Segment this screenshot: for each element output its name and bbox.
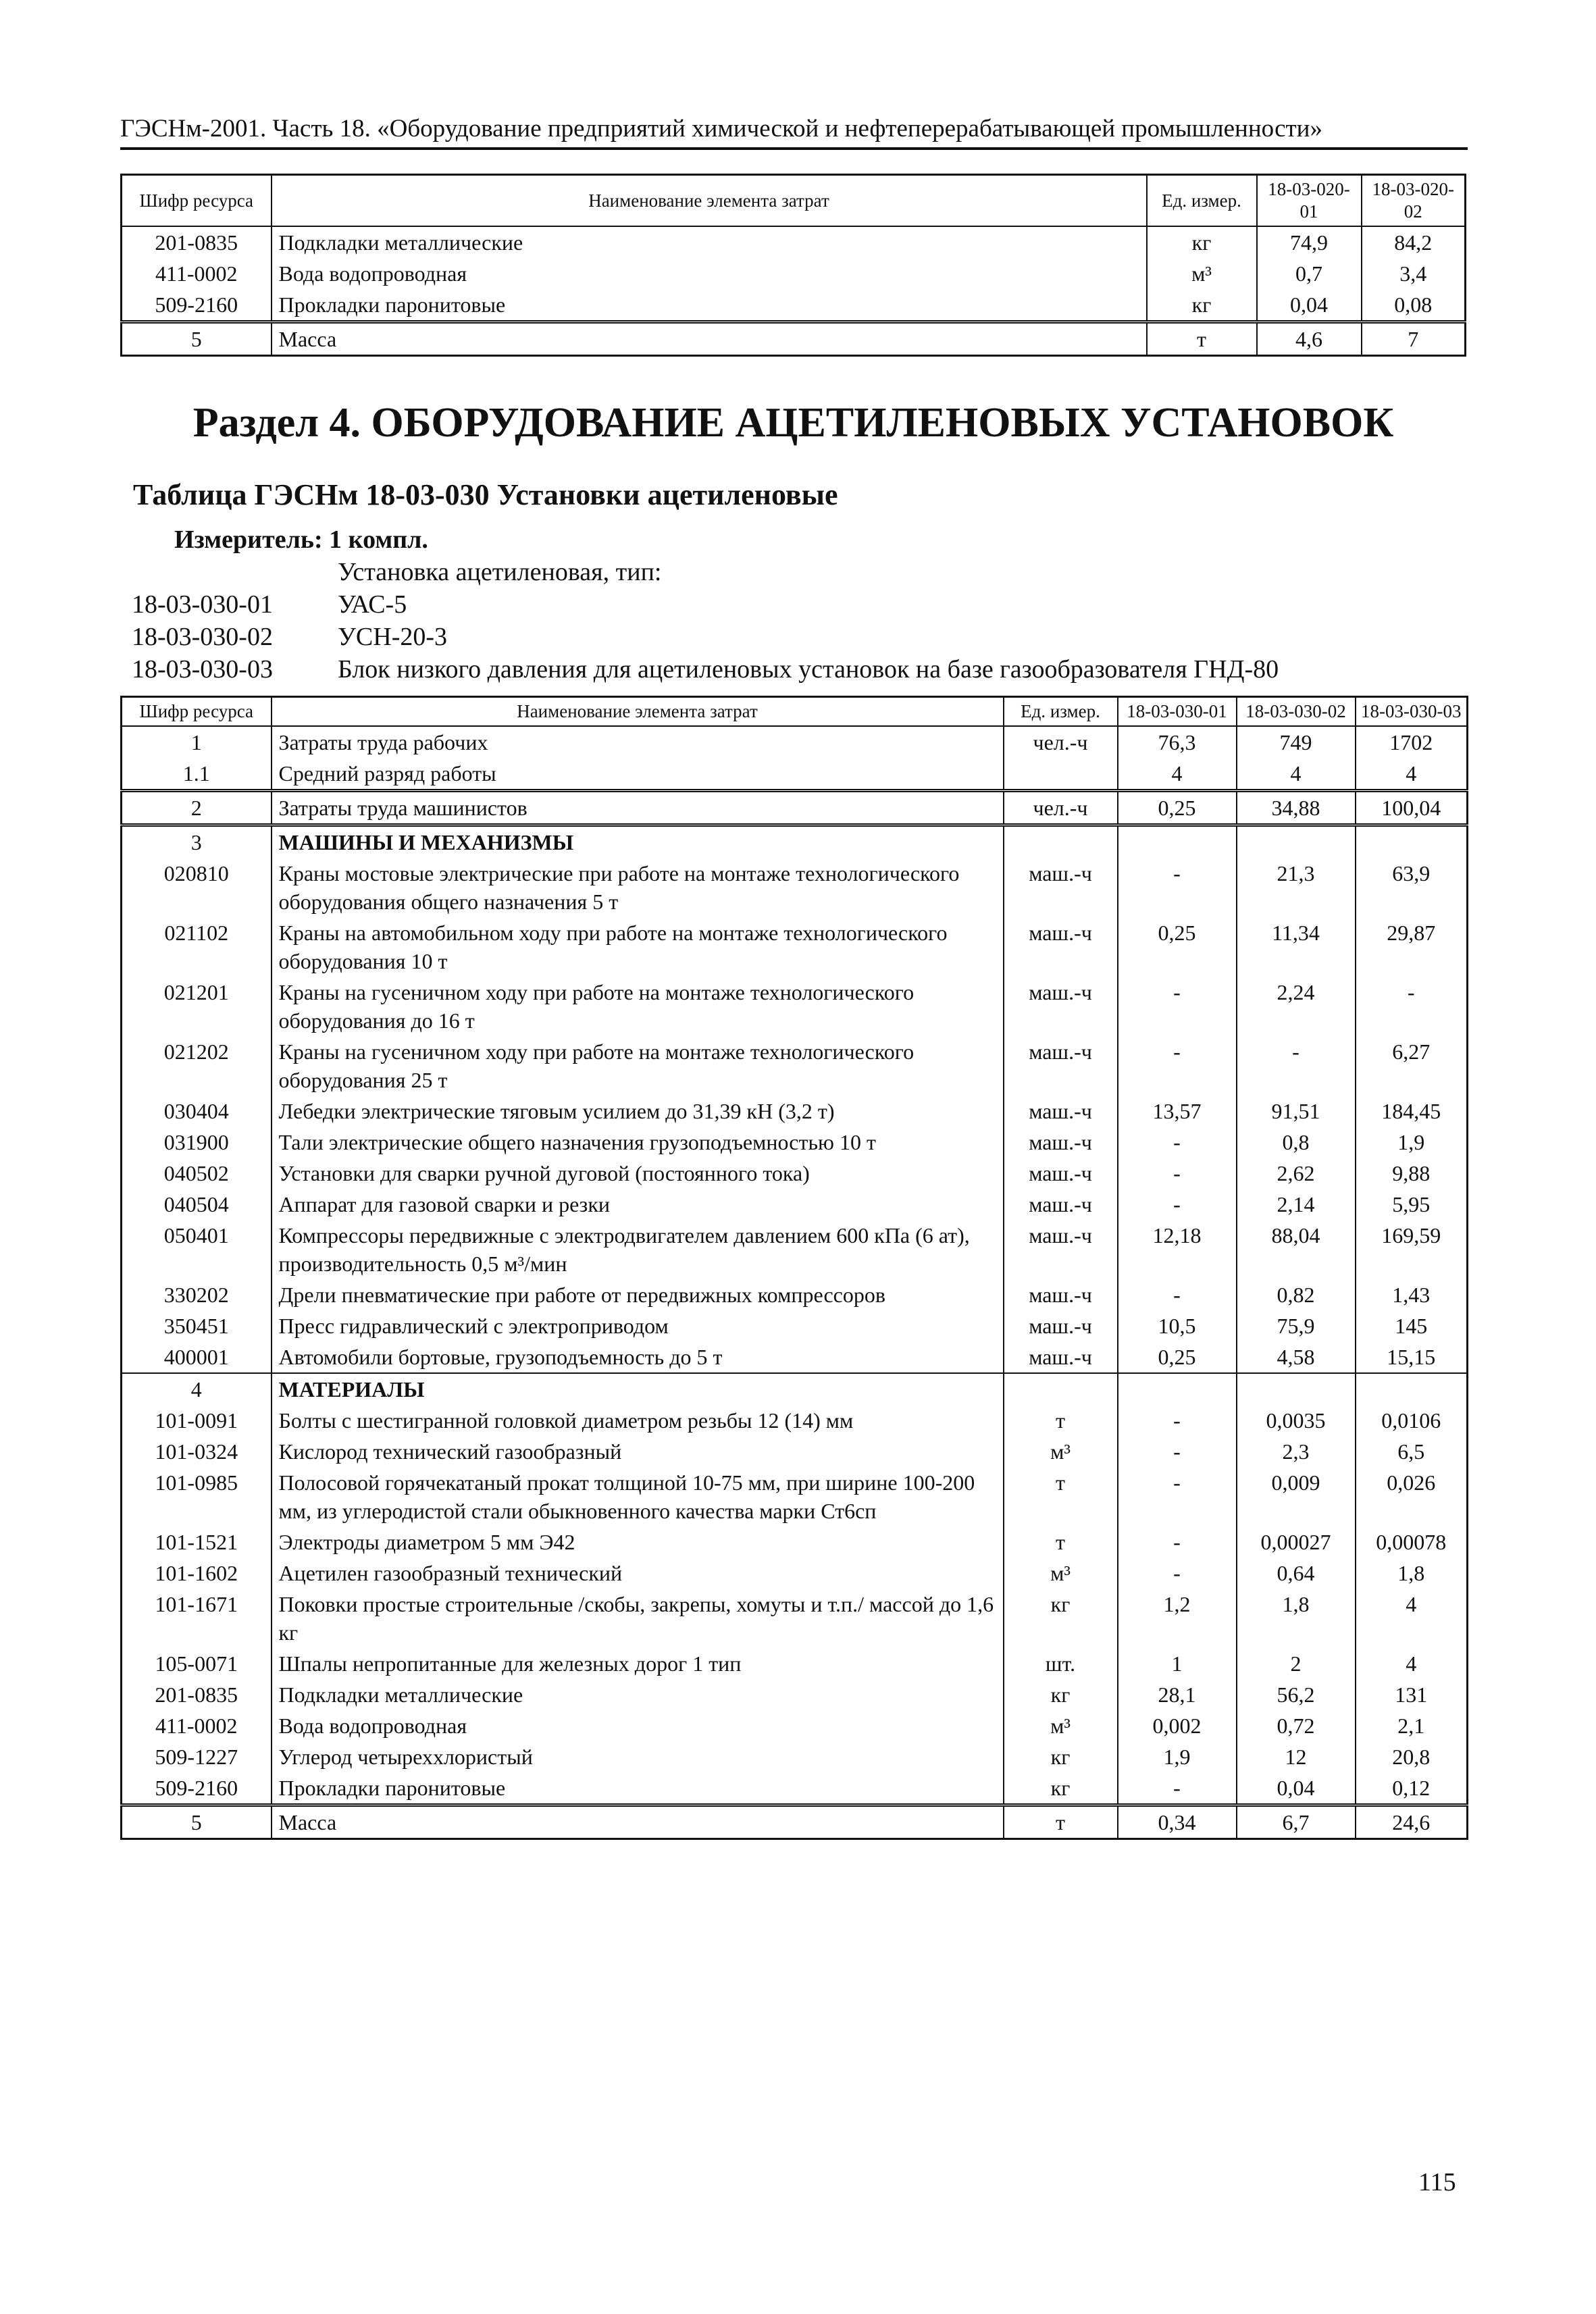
resource-code: 101-0324 bbox=[122, 1436, 272, 1467]
table-row bbox=[122, 1158, 1468, 1189]
value-2: 0,82 bbox=[1237, 1279, 1356, 1310]
resource-code: 2 bbox=[122, 791, 272, 825]
value-1: - bbox=[1118, 1279, 1237, 1310]
continued-resource-table bbox=[120, 174, 1466, 357]
table-row bbox=[122, 977, 1468, 1036]
resource-code: 330202 bbox=[122, 1279, 272, 1310]
table-row bbox=[122, 1526, 1468, 1558]
value-2: 0,00027 bbox=[1237, 1526, 1356, 1558]
value-3: 0,12 bbox=[1356, 1772, 1468, 1805]
table-row bbox=[122, 1036, 1468, 1096]
table-row bbox=[122, 1220, 1468, 1279]
value-3: 1,9 bbox=[1356, 1127, 1468, 1158]
value-2: 91,51 bbox=[1237, 1096, 1356, 1127]
unit: маш.-ч bbox=[1004, 858, 1118, 917]
table-row bbox=[122, 1189, 1468, 1220]
section-title: Раздел 4. ОБОРУДОВАНИЕ АЦЕТИЛЕНОВЫХ УСТАНОВОК bbox=[192, 400, 1394, 446]
value-1: 1 bbox=[1118, 1648, 1237, 1679]
resource-code: 031900 bbox=[122, 1127, 272, 1158]
resource-code: 021201 bbox=[122, 977, 272, 1036]
value-1: 10,5 bbox=[1118, 1310, 1237, 1341]
unit: кг bbox=[1004, 1589, 1118, 1648]
value-3: 20,8 bbox=[1356, 1741, 1468, 1772]
resource-name: Прокладки паронитовые bbox=[272, 289, 1147, 322]
resource-name: Ацетилен газообразный технический bbox=[272, 1558, 1004, 1589]
resource-code: 350451 bbox=[122, 1310, 272, 1341]
mass-row bbox=[122, 322, 1466, 356]
resource-name: Пресс гидравлический с электроприводом bbox=[272, 1310, 1004, 1341]
unit: м³ bbox=[1004, 1710, 1118, 1741]
unit: маш.-ч bbox=[1004, 1310, 1118, 1341]
resource-name: Дрели пневматические при работе от передвижных компрессоров bbox=[272, 1279, 1004, 1310]
table-row bbox=[122, 289, 1466, 322]
header-col2: 18-03-030-02 bbox=[1237, 697, 1356, 727]
resource-code: 509-2160 bbox=[122, 289, 272, 322]
variant-code: 18-03-030-01 bbox=[132, 590, 273, 619]
variant-intro: Установка ацетиленовая, тип: bbox=[338, 558, 662, 586]
value-1: - bbox=[1118, 1189, 1237, 1220]
header-col2: 18-03-020-02 bbox=[1362, 175, 1466, 227]
value-2: 2 bbox=[1237, 1648, 1356, 1679]
table-row bbox=[122, 1310, 1468, 1341]
resource-name: Масса bbox=[272, 322, 1147, 356]
value-3: 184,45 bbox=[1356, 1096, 1468, 1127]
unit: м³ bbox=[1004, 1436, 1118, 1467]
value-1: 0,25 bbox=[1118, 1341, 1237, 1373]
table-title: Таблица ГЭСНм 18-03-030 Установки ацетиленовые bbox=[133, 478, 838, 511]
resource-name: Поковки простые строительные /скобы, закрепы, хомуты и т.п./ массой до 1,6 кг bbox=[272, 1589, 1004, 1648]
resource-code: 411-0002 bbox=[122, 258, 272, 289]
unit: маш.-ч bbox=[1004, 1158, 1118, 1189]
unit: т bbox=[1004, 1805, 1118, 1839]
unit: маш.-ч bbox=[1004, 917, 1118, 977]
resource-code: 509-1227 bbox=[122, 1741, 272, 1772]
resource-code: 5 bbox=[122, 1805, 272, 1839]
resource-code: 021202 bbox=[122, 1036, 272, 1096]
resource-name: Краны на гусеничном ходу при работе на монтаже технологического оборудования 25 т bbox=[272, 1036, 1004, 1096]
table-row bbox=[122, 1648, 1468, 1679]
table-row bbox=[122, 1096, 1468, 1127]
unit: маш.-ч bbox=[1004, 1279, 1118, 1310]
page-header: ГЭСНм-2001. Часть 18. «Оборудование предприятий химической и нефтеперерабатывающей промышленности» bbox=[120, 113, 1468, 150]
unit bbox=[1004, 825, 1118, 858]
resource-code: 105-0071 bbox=[122, 1648, 272, 1679]
unit: маш.-ч bbox=[1004, 1036, 1118, 1096]
unit: кг bbox=[1147, 289, 1257, 322]
value-1: 0,25 bbox=[1118, 917, 1237, 977]
value-1: 28,1 bbox=[1118, 1679, 1237, 1710]
value-3: 0,0106 bbox=[1356, 1405, 1468, 1436]
variant-text: УАС-5 bbox=[338, 590, 407, 619]
table-row bbox=[122, 1279, 1468, 1310]
value-1: - bbox=[1118, 1405, 1237, 1436]
resource-name: Полосовой горячекатаный прокат толщиной 10-75 мм, при ширине 100-200 мм, из углеродистой стали обыкновенного качества марки Ст6сп bbox=[272, 1467, 1004, 1526]
value-3: 0,00078 bbox=[1356, 1526, 1468, 1558]
variant-code: 18-03-030-02 bbox=[132, 623, 273, 651]
resource-code: 1.1 bbox=[122, 758, 272, 791]
value-1: - bbox=[1118, 977, 1237, 1036]
value-2: 84,2 bbox=[1362, 226, 1466, 258]
resource-code: 040504 bbox=[122, 1189, 272, 1220]
value-2: 4,58 bbox=[1237, 1341, 1356, 1373]
value-2: 0,72 bbox=[1237, 1710, 1356, 1741]
unit: т bbox=[1147, 322, 1257, 356]
unit: маш.-ч bbox=[1004, 1341, 1118, 1373]
value-2: 0,08 bbox=[1362, 289, 1466, 322]
value-2: 0,009 bbox=[1237, 1467, 1356, 1526]
resource-name: Затраты труда рабочих bbox=[272, 726, 1004, 758]
value-1: - bbox=[1118, 1558, 1237, 1589]
table-row bbox=[122, 1589, 1468, 1648]
resource-name: Болты с шестигранной головкой диаметром резьбы 12 (14) мм bbox=[272, 1405, 1004, 1436]
measure-unit: Измеритель: 1 компл. bbox=[174, 525, 428, 554]
resource-name: Масса bbox=[272, 1805, 1004, 1839]
table-row bbox=[122, 1405, 1468, 1436]
value-3: 4 bbox=[1356, 758, 1468, 791]
resource-name: Аппарат для газовой сварки и резки bbox=[272, 1189, 1004, 1220]
header-unit: Ед. измер. bbox=[1004, 697, 1118, 727]
value-2: 749 bbox=[1237, 726, 1356, 758]
value-1: 0,04 bbox=[1257, 289, 1362, 322]
resource-code: 030404 bbox=[122, 1096, 272, 1127]
table-row bbox=[122, 1558, 1468, 1589]
header-unit: Ед. измер. bbox=[1147, 175, 1257, 227]
resource-name: МАШИНЫ И МЕХАНИЗМЫ bbox=[272, 825, 1004, 858]
unit: шт. bbox=[1004, 1648, 1118, 1679]
unit: м³ bbox=[1147, 258, 1257, 289]
table-row bbox=[122, 1436, 1468, 1467]
value-2: - bbox=[1237, 1036, 1356, 1096]
value-1: - bbox=[1118, 1526, 1237, 1558]
unit: кг bbox=[1004, 1741, 1118, 1772]
value-3: 169,59 bbox=[1356, 1220, 1468, 1279]
unit: чел.-ч bbox=[1004, 791, 1118, 825]
resource-name: Вода водопроводная bbox=[272, 258, 1147, 289]
unit: т bbox=[1004, 1526, 1118, 1558]
header-col1: 18-03-020-01 bbox=[1257, 175, 1362, 227]
resource-name: Подкладки металлические bbox=[272, 226, 1147, 258]
unit: маш.-ч bbox=[1004, 977, 1118, 1036]
resource-name: Кислород технический газообразный bbox=[272, 1436, 1004, 1467]
value-3: 5,95 bbox=[1356, 1189, 1468, 1220]
value-2: 1,8 bbox=[1237, 1589, 1356, 1648]
resource-code: 411-0002 bbox=[122, 1710, 272, 1741]
resource-name: Лебедки электрические тяговым усилием до 31,39 кН (3,2 т) bbox=[272, 1096, 1004, 1127]
table-row bbox=[122, 226, 1466, 258]
value-3: 9,88 bbox=[1356, 1158, 1468, 1189]
resource-name: Краны на гусеничном ходу при работе на монтаже технологического оборудования до 16 т bbox=[272, 977, 1004, 1036]
unit: т bbox=[1004, 1405, 1118, 1436]
value-1: - bbox=[1118, 1436, 1237, 1467]
resource-code: 101-0091 bbox=[122, 1405, 272, 1436]
value-2: 56,2 bbox=[1237, 1679, 1356, 1710]
resource-code: 101-1521 bbox=[122, 1526, 272, 1558]
resource-code: 040502 bbox=[122, 1158, 272, 1189]
table-row bbox=[122, 1710, 1468, 1741]
value-2: 2,14 bbox=[1237, 1189, 1356, 1220]
value-1: 4 bbox=[1118, 758, 1237, 791]
table-row bbox=[122, 1741, 1468, 1772]
resource-table bbox=[120, 696, 1468, 1840]
value-2: 3,4 bbox=[1362, 258, 1466, 289]
unit: кг bbox=[1004, 1772, 1118, 1805]
header-name: Наименование элемента затрат bbox=[272, 175, 1147, 227]
variant-code: 18-03-030-03 bbox=[132, 655, 273, 684]
value-3: 2,1 bbox=[1356, 1710, 1468, 1741]
section-heading-row bbox=[122, 825, 1468, 858]
value-1 bbox=[1118, 825, 1237, 858]
value-3 bbox=[1356, 825, 1468, 858]
section-heading-row bbox=[122, 1373, 1468, 1405]
table-row bbox=[122, 1679, 1468, 1710]
value-1: - bbox=[1118, 1036, 1237, 1096]
resource-name: Прокладки паронитовые bbox=[272, 1772, 1004, 1805]
resource-name: Тали электрические общего назначения грузоподъемностью 10 т bbox=[272, 1127, 1004, 1158]
value-2: 2,24 bbox=[1237, 977, 1356, 1036]
unit: т bbox=[1004, 1467, 1118, 1526]
value-2: 11,34 bbox=[1237, 917, 1356, 977]
resource-code: 4 bbox=[122, 1373, 272, 1405]
value-2: 21,3 bbox=[1237, 858, 1356, 917]
mass-row bbox=[122, 1805, 1468, 1839]
variant-text: Блок низкого давления для ацетиленовых установок на базе газообразователя ГНД-80 bbox=[338, 655, 1279, 684]
resource-name: Подкладки металлические bbox=[272, 1679, 1004, 1710]
resource-name: Краны мостовые электрические при работе на монтаже технологического оборудования общего назначения 5 т bbox=[272, 858, 1004, 917]
value-2: 2,62 bbox=[1237, 1158, 1356, 1189]
header-col3: 18-03-030-03 bbox=[1356, 697, 1468, 727]
value-1: - bbox=[1118, 1467, 1237, 1526]
value-1: 0,002 bbox=[1118, 1710, 1237, 1741]
unit: м³ bbox=[1004, 1558, 1118, 1589]
value-2: 7 bbox=[1362, 322, 1466, 356]
table-row bbox=[122, 758, 1468, 791]
value-1: - bbox=[1118, 1158, 1237, 1189]
unit bbox=[1004, 758, 1118, 791]
value-1: - bbox=[1118, 858, 1237, 917]
unit bbox=[1004, 1373, 1118, 1405]
unit: чел.-ч bbox=[1004, 726, 1118, 758]
value-3: 131 bbox=[1356, 1679, 1468, 1710]
resource-code: 3 bbox=[122, 825, 272, 858]
table-row bbox=[122, 258, 1466, 289]
value-1: 12,18 bbox=[1118, 1220, 1237, 1279]
value-1: 4,6 bbox=[1257, 322, 1362, 356]
value-3: 63,9 bbox=[1356, 858, 1468, 917]
value-1: - bbox=[1118, 1127, 1237, 1158]
value-1: 13,57 bbox=[1118, 1096, 1237, 1127]
value-2: 6,7 bbox=[1237, 1805, 1356, 1839]
resource-code: 050401 bbox=[122, 1220, 272, 1279]
value-3: 24,6 bbox=[1356, 1805, 1468, 1839]
unit: кг bbox=[1147, 226, 1257, 258]
value-2: 75,9 bbox=[1237, 1310, 1356, 1341]
header-code: Шифр ресурса bbox=[122, 175, 272, 227]
value-1: 0,34 bbox=[1118, 1805, 1237, 1839]
value-1 bbox=[1118, 1373, 1237, 1405]
value-3: - bbox=[1356, 977, 1468, 1036]
value-2 bbox=[1237, 1373, 1356, 1405]
table-header-row bbox=[122, 697, 1468, 727]
resource-name: Средний разряд работы bbox=[272, 758, 1004, 791]
value-3: 4 bbox=[1356, 1648, 1468, 1679]
page-number: 115 bbox=[1418, 2168, 1456, 2196]
value-3: 1,8 bbox=[1356, 1558, 1468, 1589]
resource-code: 1 bbox=[122, 726, 272, 758]
resource-name: Установки для сварки ручной дуговой (постоянного тока) bbox=[272, 1158, 1004, 1189]
resource-name: МАТЕРИАЛЫ bbox=[272, 1373, 1004, 1405]
unit: маш.-ч bbox=[1004, 1127, 1118, 1158]
value-3: 100,04 bbox=[1356, 791, 1468, 825]
resource-name: Электроды диаметром 5 мм Э42 bbox=[272, 1526, 1004, 1558]
variant-text: УСН-20-3 bbox=[338, 623, 448, 651]
table-header-row bbox=[122, 175, 1466, 227]
resource-code: 400001 bbox=[122, 1341, 272, 1373]
resource-code: 021102 bbox=[122, 917, 272, 977]
header-name: Наименование элемента затрат bbox=[272, 697, 1004, 727]
value-1: 0,25 bbox=[1118, 791, 1237, 825]
value-3: 0,026 bbox=[1356, 1467, 1468, 1526]
unit: маш.-ч bbox=[1004, 1220, 1118, 1279]
resource-name: Вода водопроводная bbox=[272, 1710, 1004, 1741]
table-row bbox=[122, 1127, 1468, 1158]
header-code: Шифр ресурса bbox=[122, 697, 272, 727]
resource-name: Затраты труда машинистов bbox=[272, 791, 1004, 825]
value-2 bbox=[1237, 825, 1356, 858]
value-3: 6,5 bbox=[1356, 1436, 1468, 1467]
value-1: 74,9 bbox=[1257, 226, 1362, 258]
value-2: 0,04 bbox=[1237, 1772, 1356, 1805]
resource-name: Автомобили бортовые, грузоподъемность до 5 т bbox=[272, 1341, 1004, 1373]
resource-code: 5 bbox=[122, 322, 272, 356]
resource-code: 101-0985 bbox=[122, 1467, 272, 1526]
table-row bbox=[122, 1341, 1468, 1373]
unit: маш.-ч bbox=[1004, 1096, 1118, 1127]
table-row bbox=[122, 858, 1468, 917]
resource-code: 101-1602 bbox=[122, 1558, 272, 1589]
value-3: 4 bbox=[1356, 1589, 1468, 1648]
value-1: 1,9 bbox=[1118, 1741, 1237, 1772]
resource-code: 020810 bbox=[122, 858, 272, 917]
value-2: 2,3 bbox=[1237, 1436, 1356, 1467]
value-1: 0,7 bbox=[1257, 258, 1362, 289]
table-row bbox=[122, 791, 1468, 825]
table-row bbox=[122, 726, 1468, 758]
unit: кг bbox=[1004, 1679, 1118, 1710]
resource-code: 201-0835 bbox=[122, 1679, 272, 1710]
resource-name: Краны на автомобильном ходу при работе на монтаже технологического оборудования 10 т bbox=[272, 917, 1004, 977]
value-2: 0,64 bbox=[1237, 1558, 1356, 1589]
table-row bbox=[122, 917, 1468, 977]
unit: маш.-ч bbox=[1004, 1189, 1118, 1220]
value-2: 34,88 bbox=[1237, 791, 1356, 825]
value-3: 6,27 bbox=[1356, 1036, 1468, 1096]
value-3: 29,87 bbox=[1356, 917, 1468, 977]
value-3: 15,15 bbox=[1356, 1341, 1468, 1373]
resource-code: 201-0835 bbox=[122, 226, 272, 258]
value-3: 1702 bbox=[1356, 726, 1468, 758]
value-1: 1,2 bbox=[1118, 1589, 1237, 1648]
value-3: 1,43 bbox=[1356, 1279, 1468, 1310]
value-1: 76,3 bbox=[1118, 726, 1237, 758]
resource-code: 509-2160 bbox=[122, 1772, 272, 1805]
value-2: 88,04 bbox=[1237, 1220, 1356, 1279]
value-1: - bbox=[1118, 1772, 1237, 1805]
value-2: 0,8 bbox=[1237, 1127, 1356, 1158]
value-3: 145 bbox=[1356, 1310, 1468, 1341]
value-2: 0,0035 bbox=[1237, 1405, 1356, 1436]
value-2: 12 bbox=[1237, 1741, 1356, 1772]
table-row bbox=[122, 1772, 1468, 1805]
resource-name: Углерод четыреххлористый bbox=[272, 1741, 1004, 1772]
table-row bbox=[122, 1467, 1468, 1526]
value-3 bbox=[1356, 1373, 1468, 1405]
resource-name: Шпалы непропитанные для железных дорог 1 тип bbox=[272, 1648, 1004, 1679]
header-col1: 18-03-030-01 bbox=[1118, 697, 1237, 727]
resource-code: 101-1671 bbox=[122, 1589, 272, 1648]
value-2: 4 bbox=[1237, 758, 1356, 791]
resource-name: Компрессоры передвижные с электродвигателем давлением 600 кПа (6 ат), производительность 0,5 м³/мин bbox=[272, 1220, 1004, 1279]
